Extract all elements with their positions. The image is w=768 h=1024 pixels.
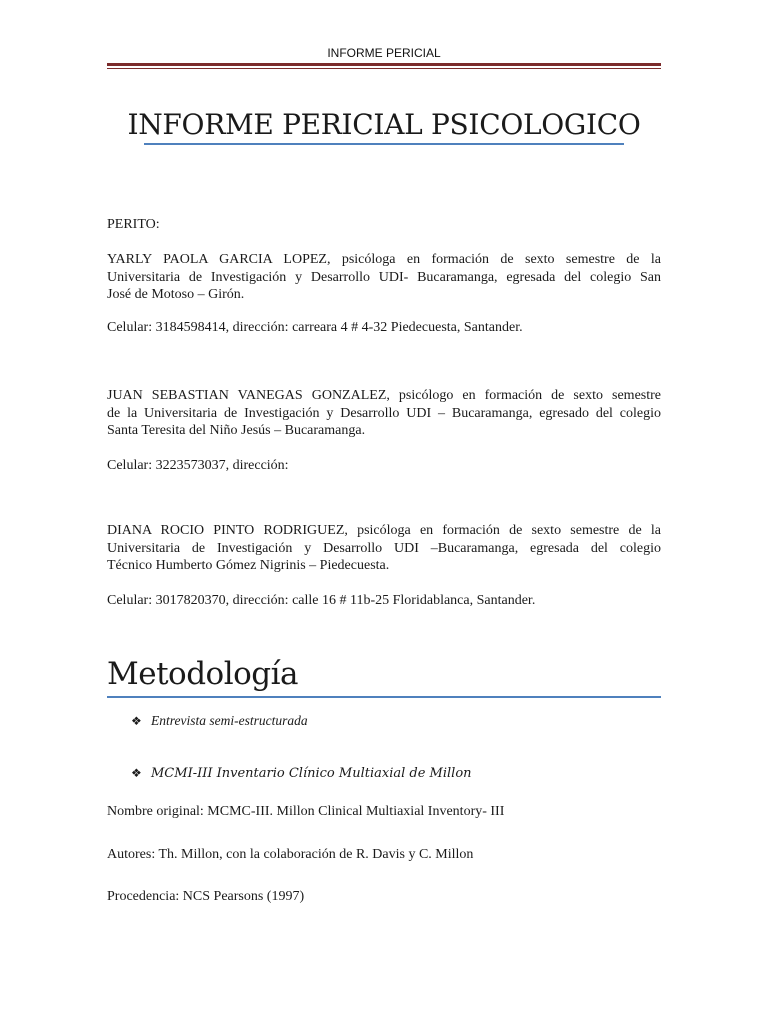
expert-2-line: Santa Teresita del Niño Jesús – Bucaramanga.	[107, 423, 366, 438]
expert-3-contact: Celular: 3017820370, dirección: calle 16 # 11b-25 Floridablanca, Santander.	[107, 593, 536, 608]
expert-2-contact: Celular: 3223573037, dirección:	[107, 458, 289, 473]
perito-label: PERITO:	[107, 217, 160, 232]
expert-3-line: Universitaria de Investigación y Desarrollo UDI –Bucaramanga, egresada del colegio	[107, 540, 661, 556]
expert-1-line: YARLY PAOLA GARCIA LOPEZ, psicóloga en formación de sexto semestre de la	[107, 252, 661, 267]
bullet-text: Entrevista semi-estructurada	[151, 713, 308, 728]
expert-1-line: José de Motoso – Girón.	[107, 287, 245, 302]
methodology-underline	[107, 696, 661, 698]
mcmi-source: Procedencia: NCS Pearsons (1997)	[107, 889, 305, 904]
expert-3-line: DIANA ROCIO PINTO RODRIGUEZ, psicóloga en formación de sexto semestre de la	[107, 523, 661, 538]
mcmi-original-name: Nombre original: MCMC-III. Millon Clinical Multiaxial Inventory- III	[107, 804, 505, 819]
methodology-bullet-interview	[131, 713, 308, 729]
diamond-bullet-icon: ❖	[131, 714, 142, 728]
expert-1-paragraph	[107, 251, 661, 304]
expert-1-contact: Celular: 3184598414, dirección: carreara 4 # 4-32 Piedecuesta, Santander.	[107, 320, 523, 335]
page-header: INFORME PERICIAL	[327, 46, 441, 60]
expert-2-paragraph	[107, 387, 661, 440]
bullet-text: MCMI-III Inventario Clínico Multiaxial de Millon	[151, 766, 472, 781]
expert-2-line: JUAN SEBASTIAN VANEGAS GONZALEZ, psicólogo en formación de sexto semestre	[107, 388, 661, 403]
header-rule-thick	[107, 63, 661, 66]
document-title: INFORME PERICIAL PSICOLOGICO	[127, 108, 641, 141]
methodology-heading: Metodología	[107, 656, 299, 692]
expert-2-line: de la Universitaria de Investigación y Desarrollo UDI – Bucaramanga, egresado del colegio	[107, 405, 661, 421]
diamond-bullet-icon: ❖	[131, 766, 142, 780]
mcmi-authors: Autores: Th. Millon, con la colaboración de R. Davis y C. Millon	[107, 847, 474, 862]
header-rule-thin	[107, 68, 661, 69]
expert-3-line: Técnico Humberto Gómez Nigrinis – Piedecuesta.	[107, 558, 390, 573]
expert-3-paragraph	[107, 522, 661, 575]
expert-1-line: Universitaria de Investigación y Desarrollo UDI- Bucaramanga, egresada del colegio San	[107, 269, 661, 285]
methodology-bullet-mcmi	[131, 766, 472, 781]
title-underline	[144, 143, 624, 145]
